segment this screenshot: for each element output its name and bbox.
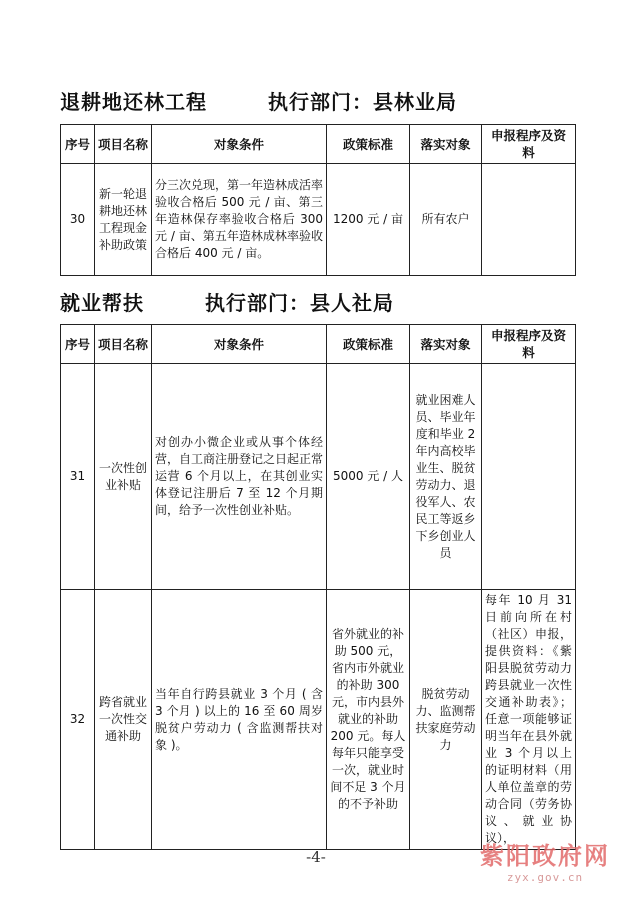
cell-procedure xyxy=(482,164,576,276)
cell-condition: 分三次兑现，第一年造林成活率验收合格后 500 元 / 亩、第三年造林保存率验收合格后 300 元 / 亩、第五年造林成林率验收合格后 400 元 / 亩。 xyxy=(152,164,327,276)
table-header-row xyxy=(61,125,576,164)
cell-procedure: 每年 10 月 31 日前向所在村（社区）申报，提供资料：《紫阳县脱贫劳动力跨县就业一次性交通补助表》；任意一项能够证明当年在县外就业 3 个月以上的证明材料（用人单位盖章的劳动合同（劳务协议、就业协议）， xyxy=(482,590,576,850)
cell-name: 新一轮退耕地还林工程现金补助政策 xyxy=(95,164,152,276)
cell-no: 31 xyxy=(61,364,95,590)
cell-standard: 省外就业的补助 500 元，省内市外就业的补助 300 元，市内县外就业的补助 200 元。每人每年只能享受一次，就业时间不足 3 个月的不予补助 xyxy=(327,590,410,850)
header-condition: 对象条件 xyxy=(152,125,327,164)
cell-no: 32 xyxy=(61,590,95,850)
table-row xyxy=(61,164,576,276)
page-number: -4- xyxy=(306,848,326,866)
cell-name: 跨省就业一次性交通补助 xyxy=(95,590,152,850)
header-condition: 对象条件 xyxy=(152,325,327,364)
section-department: 执行部门：县林业局 xyxy=(268,90,457,114)
cell-target: 脱贫劳动力、监测帮扶家庭劳动力 xyxy=(410,590,482,850)
header-name: 项目名称 xyxy=(95,325,152,364)
header-target: 落实对象 xyxy=(410,325,482,364)
cell-procedure xyxy=(482,364,576,590)
watermark-url: zyx.gov.cn xyxy=(506,871,584,884)
header-name: 项目名称 xyxy=(95,125,152,164)
cell-no: 30 xyxy=(61,164,95,276)
cell-standard: 5000 元 / 人 xyxy=(327,364,410,590)
header-standard: 政策标准 xyxy=(327,125,410,164)
table-row xyxy=(61,364,576,590)
header-standard: 政策标准 xyxy=(327,325,410,364)
header-procedure: 申报程序及资料 xyxy=(482,125,576,164)
section-title-employment xyxy=(60,287,394,316)
watermark xyxy=(470,836,620,884)
cell-target: 所有农户 xyxy=(410,164,482,276)
watermark-site-name: 紫阳政府网 xyxy=(480,842,610,870)
header-target: 落实对象 xyxy=(410,125,482,164)
header-procedure: 申报程序及资料 xyxy=(482,325,576,364)
cell-target: 就业困难人员、毕业年度和毕业 2 年内高校毕业生、脱贫劳动力、退役军人、农民工等返乡下乡创业人员 xyxy=(410,364,482,590)
section-title-reforestation xyxy=(60,86,457,115)
section-title-text: 就业帮扶 xyxy=(60,291,144,315)
header-no: 序号 xyxy=(61,325,95,364)
cell-condition: 当年自行跨县就业 3 个月 ( 含 3 个月 ) 以上的 16 至 60 周岁脱贫户劳动力 ( 含监测帮扶对象 )。 xyxy=(152,590,327,850)
cell-condition: 对创办小微企业或从事个体经营，自工商注册登记之日起正常运营 6 个月以上，在其创业实体登记注册后 7 至 12 个月期间，给予一次性创业补贴。 xyxy=(152,364,327,590)
section-title-text: 退耕地还林工程 xyxy=(60,90,207,114)
table-header-row xyxy=(61,325,576,364)
cell-standard: 1200 元 / 亩 xyxy=(327,164,410,276)
header-no: 序号 xyxy=(61,125,95,164)
policy-table-employment xyxy=(60,324,576,850)
section-department: 执行部门：县人社局 xyxy=(205,291,394,315)
cell-name: 一次性创业补贴 xyxy=(95,364,152,590)
policy-table-reforestation xyxy=(60,124,576,276)
table-row xyxy=(61,590,576,850)
